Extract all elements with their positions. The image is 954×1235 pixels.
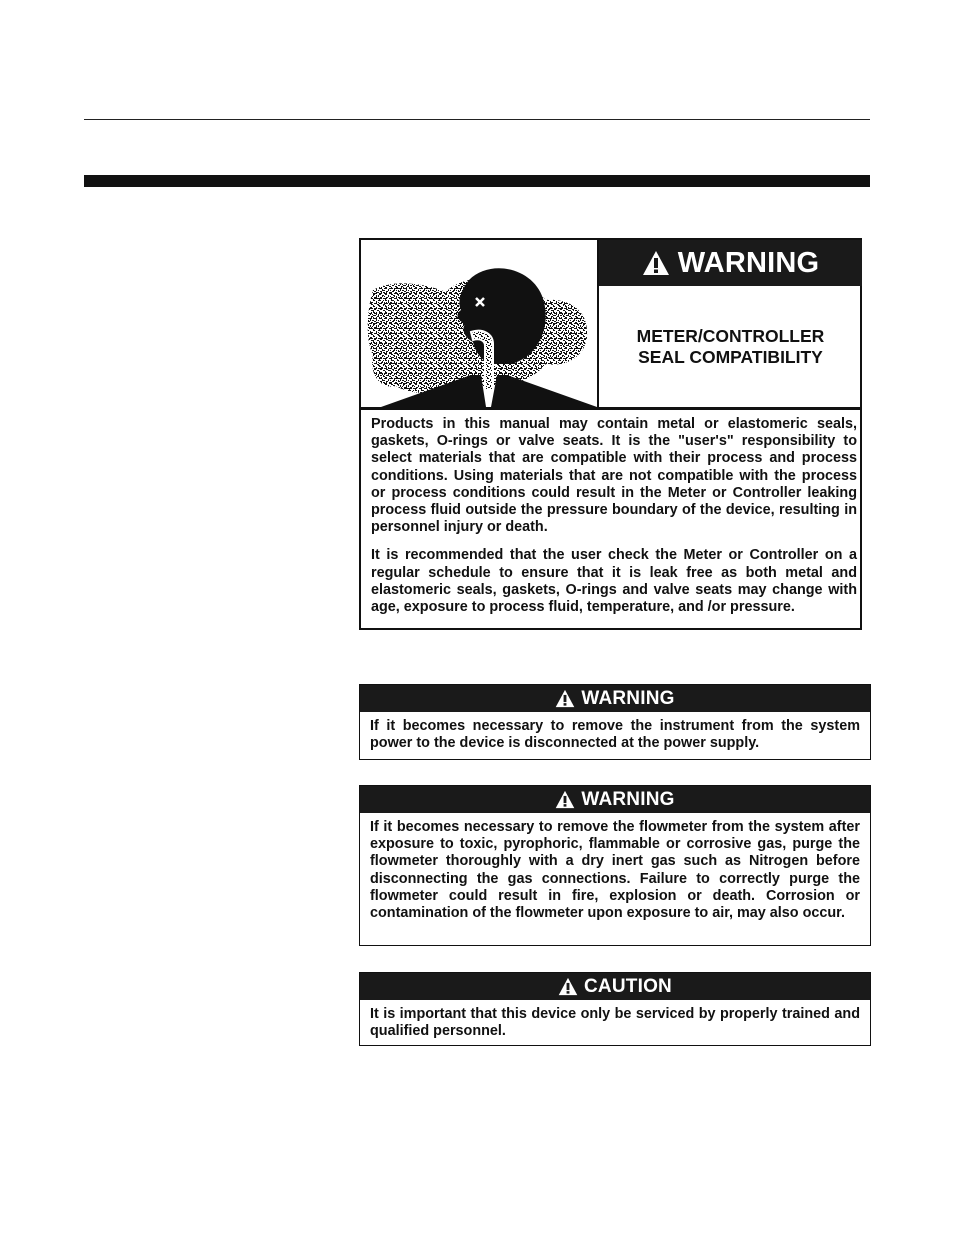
toxic-gas-inhalation-icon bbox=[361, 240, 599, 407]
warning-triangle-icon bbox=[642, 250, 670, 276]
warning-header-text: WARNING bbox=[581, 788, 675, 810]
warning-header bbox=[360, 786, 870, 813]
warning-text: If it becomes necessary to remove the flowmeter from the system after exposure to toxic, pyrophoric, flammable or corrosive gas, purge the flowmeter thoroughly with a dry inert gas such as Nitrogen before disconnecting the gas connections. Failure to correctly purge the flowmeter could result in fire, explosion or death. Corrosion or contamination of the flowmeter upon exposure to air, may also occur. bbox=[370, 819, 860, 922]
warning-paragraph-1: Products in this manual may contain metal or elastomeric seals, gaskets, O-rings or valve seats. It is the "user's" responsibility to select materials that are compatible with their process and process conditions. Using materials that are not compatible with the process or process conditions could result in the Meter or Controller leaking process fluid outside the pressure boundary of the device, resulting in personnel injury or death. bbox=[371, 416, 857, 536]
warning-triangle-icon bbox=[555, 790, 575, 809]
header-rule-thick bbox=[84, 175, 870, 187]
purge-flowmeter-warning bbox=[359, 785, 871, 946]
warning-header-text: WARNING bbox=[677, 246, 820, 279]
caution-header-text: CAUTION bbox=[584, 975, 672, 997]
seal-compatibility-warning bbox=[359, 238, 862, 630]
warning-header bbox=[360, 685, 870, 712]
warning-text: If it becomes necessary to remove the instrument from the system power to the device is disconnected at the power supply. bbox=[370, 718, 860, 752]
warning-top-section bbox=[361, 240, 860, 410]
subtitle-line-1: METER/CONTROLLER bbox=[636, 325, 825, 346]
header-rule-thin bbox=[84, 119, 870, 120]
caution-header bbox=[360, 973, 870, 1000]
service-caution bbox=[359, 972, 871, 1046]
subtitle-line-2: SEAL COMPATIBILITY bbox=[638, 346, 823, 367]
warning-body bbox=[371, 416, 857, 627]
caution-text: It is important that this device only be serviced by properly trained and qualified personnel. bbox=[370, 1006, 860, 1040]
warning-triangle-icon bbox=[558, 977, 578, 996]
warning-subtitle bbox=[599, 286, 862, 407]
warning-header-text: WARNING bbox=[581, 687, 675, 709]
power-disconnect-warning bbox=[359, 684, 871, 760]
warning-triangle-icon bbox=[555, 689, 575, 708]
warning-header bbox=[599, 240, 862, 286]
warning-paragraph-2: It is recommended that the user check the Meter or Controller on a regular schedule to ensure that it is leak free as both metal and elastomeric seals, gaskets, O-rings and valve seats may change with age, exposure to process fluid, temperature, and /or pressure. bbox=[371, 547, 857, 616]
